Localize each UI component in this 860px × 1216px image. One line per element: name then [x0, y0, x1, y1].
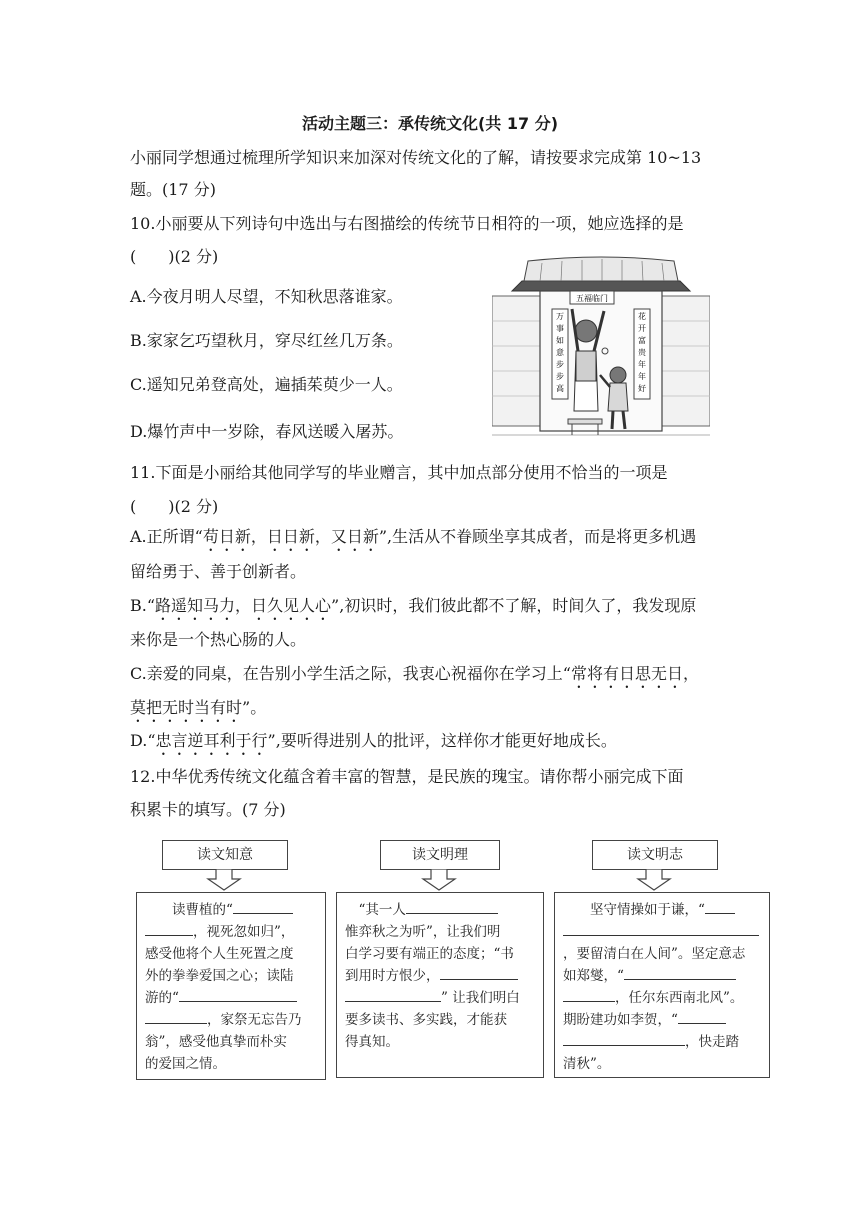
q11-option-d	[130, 730, 617, 759]
q11-option-b-line-1	[130, 595, 696, 624]
card-1-text-2: ，视死忽如归”，	[193, 924, 295, 940]
card-1-text-3: 感受他将个人生死置之度	[145, 946, 294, 962]
card-3-blank-2[interactable]	[624, 965, 736, 980]
q12-stem-line-2: 积累卡的填写。(7 分)	[130, 800, 286, 819]
card-3-blank-3[interactable]	[678, 1009, 726, 1024]
card-2-blank-2[interactable]	[440, 965, 518, 980]
card-2-blank-1[interactable]	[406, 899, 498, 914]
q11-c-pre: C.亲爱的同桌，在告别小学生活之际，我衷心祝福你在学习上“	[130, 664, 571, 683]
card-3-text-6: ，快走踏	[685, 1034, 739, 1050]
q11-b-pre: B.“	[130, 596, 156, 615]
q11-c-post: ”。	[242, 698, 267, 717]
card-2-text-2: 惟弈秋之为听”，让我们明	[345, 924, 501, 940]
intro-line-1: 小丽同学想通过梳理所学知识来加深对传统文化的了解，请按要求完成第 10~13	[130, 148, 702, 167]
card-1-text-4: 外的拳拳爱国之心；读陆	[145, 968, 294, 984]
card-1-blank-2[interactable]	[179, 987, 297, 1002]
q11-a-post: ”,生活从不眷顾坐享其成者，而是将更多机遇	[378, 527, 697, 546]
q11-option-b-line-2: 来你是一个热心肠的人。	[130, 630, 307, 649]
card-2-arrow-icon	[421, 869, 457, 891]
card-1-text-8: 的爱国之情。	[145, 1056, 226, 1072]
q10-option-a: A.今夜月明人尽望，不知秋思落谁家。	[130, 287, 403, 306]
q11-a-pre: A.正所谓“	[130, 527, 203, 546]
q11-a-dotted-phrase: 苟日新，日日新，又日新	[202, 527, 379, 546]
q11-c-dotted-phrase: 常将有日思无日，	[570, 664, 699, 683]
q11-b-dotted-phrase: 路遥知马力，日久见人心	[155, 596, 332, 615]
card-1-tag: 读文知意	[162, 840, 288, 870]
q10-stem-line-1: 10.小丽要从下列诗句中选出与右图描绘的传统节日相符的一项，她应选择的是	[130, 214, 684, 233]
card-1	[136, 892, 326, 1080]
q11-option-a-line-2: 留给勇于、善于创新者。	[130, 562, 307, 581]
card-3-text-3: 如郑燮，“	[563, 968, 624, 984]
door-banner-text: 五福临门	[576, 294, 608, 303]
spring-festival-illustration	[492, 251, 710, 441]
q11-option-c-line-2	[130, 697, 266, 726]
intro-line-2: 题。(17 分)	[130, 180, 216, 199]
card-1-arrow-icon	[206, 869, 242, 891]
card-2-text-1: “其一人	[358, 902, 406, 918]
card-3-text-2: ，要留清白在人间”。坚定意志	[563, 946, 746, 962]
card-2-text-7: 得真知。	[345, 1034, 399, 1050]
card-2-tag: 读文明理	[380, 840, 500, 870]
card-1-blank-2-cont[interactable]	[145, 1009, 207, 1024]
card-3-text-7: 清秋”。	[563, 1056, 611, 1072]
card-3-blank-3-cont[interactable]	[563, 1031, 685, 1046]
q11-b-post: ”,初识时，我们彼此都不了解，时间久了，我发现原	[331, 596, 697, 615]
card-3-text-1: 坚守情操如于谦，“	[590, 902, 705, 918]
section-title: 活动主题三：承传统文化(共 17 分)	[301, 114, 559, 133]
card-1-blank-1[interactable]	[233, 899, 293, 914]
card-2-text-3: 白学习要有端正的态度；“书	[345, 946, 514, 962]
q11-stem-line-1: 11.下面是小丽给其他同学写的毕业赠言，其中加点部分使用不恰当的一项是	[130, 463, 668, 482]
card-2-text-5: ” 让我们明白	[441, 990, 520, 1006]
q11-option-a-line-1	[130, 526, 696, 555]
card-1-blank-1-cont[interactable]	[145, 921, 193, 936]
q11-d-pre: D.“	[130, 731, 156, 750]
card-1-text-6: ，家祭无忘告乃	[207, 1012, 302, 1028]
card-2	[336, 892, 544, 1078]
card-1-text-5: 游的“	[145, 990, 179, 1006]
card-3-blank-1[interactable]	[705, 899, 735, 914]
couplet-right-text: 花开富贵年年好	[638, 312, 646, 393]
q11-d-post: ”,要听得进别人的批评，这样你才能更好地成长。	[267, 731, 617, 750]
card-3-text-4: ，任尔东西南北风”。	[615, 990, 744, 1006]
q10-option-b: B.家家乞巧望秋月，穿尽红丝几万条。	[130, 331, 403, 350]
card-1-text-1: 读曹植的“	[172, 902, 233, 918]
card-3-tag: 读文明志	[592, 840, 718, 870]
couplet-left-text: 万事如意步步高	[556, 312, 564, 393]
card-1-text-7: 翁”，感受他真挚而朴实	[145, 1034, 287, 1050]
q10-option-d: D.爆竹声中一岁除，春风送暖入屠苏。	[130, 422, 404, 441]
q11-option-c-line-1	[130, 663, 699, 692]
q10-option-c: C.遥知兄弟登高处，遍插茱萸少一人。	[130, 375, 403, 394]
card-2-blank-2-cont[interactable]	[345, 987, 441, 1002]
q11-d-dotted-phrase: 忠言逆耳利于行	[155, 731, 268, 750]
card-3-blank-1-cont[interactable]	[563, 921, 759, 936]
card-3-blank-2-cont[interactable]	[563, 987, 615, 1002]
q12-stem-line-1: 12.中华优秀传统文化蕴含着丰富的智慧，是民族的瑰宝。请你帮小丽完成下面	[130, 767, 684, 786]
q11-stem-line-2: ( )(2 分)	[130, 497, 219, 516]
q10-stem-line-2: ( )(2 分)	[130, 247, 219, 266]
q11-c-dotted-phrase-2: 莫把无时当有时	[130, 698, 243, 717]
card-3-text-5: 期盼建功如李贺，“	[563, 1012, 678, 1028]
card-2-text-4: 到用时方恨少，	[345, 968, 440, 984]
card-3	[554, 892, 770, 1078]
card-2-text-6: 要多读书、多实践，才能获	[345, 1012, 507, 1028]
card-3-arrow-icon	[636, 869, 672, 891]
accumulation-cards	[134, 838, 774, 1084]
